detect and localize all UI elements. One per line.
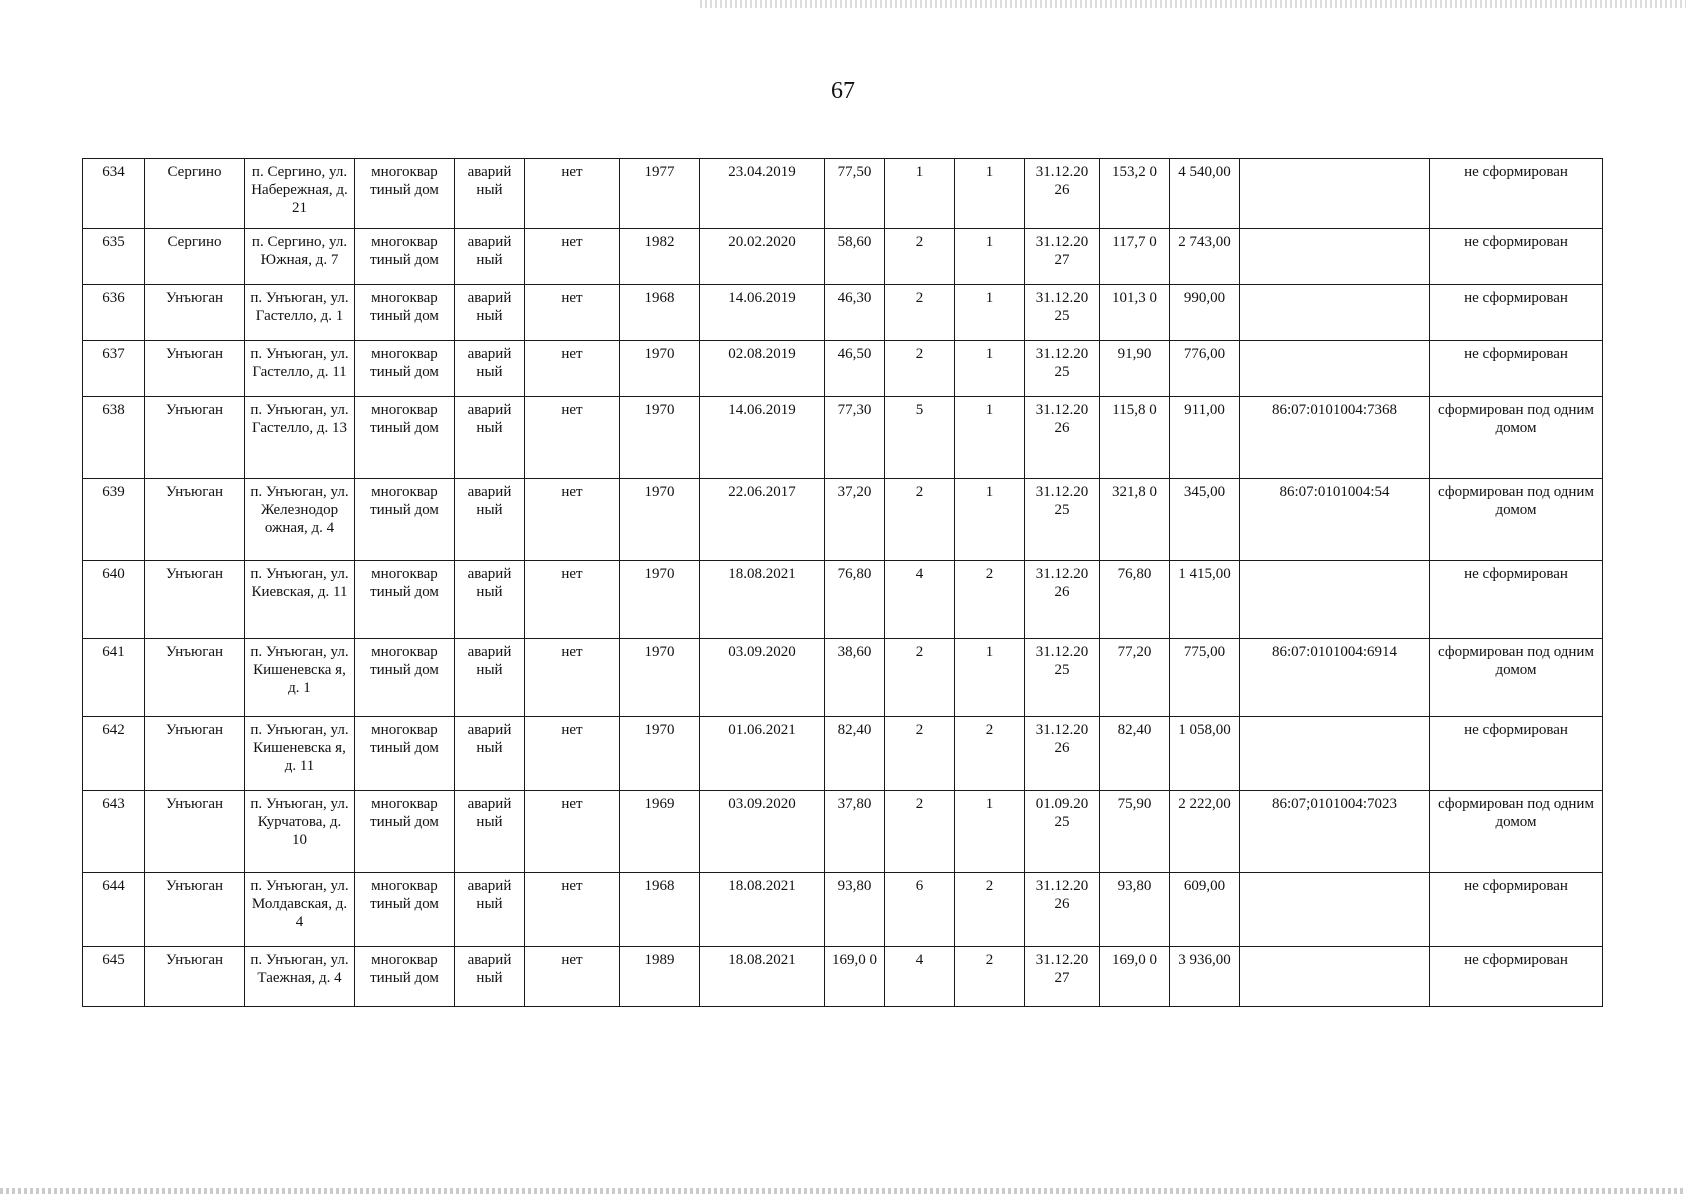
- cadastral-number-cell: [1240, 229, 1430, 285]
- flag-cell: нет: [525, 229, 620, 285]
- row-number-cell: 640: [83, 561, 145, 639]
- amount-cell: 990,00: [1170, 285, 1240, 341]
- row-number-cell: 635: [83, 229, 145, 285]
- cadastral-number-cell: 86:07:0101004:7368: [1240, 397, 1430, 479]
- settlement-cell: Унъюган: [145, 561, 245, 639]
- house-type-cell: многоквар тиный дом: [355, 717, 455, 791]
- count-a-cell: 5: [885, 397, 955, 479]
- house-type-cell: многоквар тиный дом: [355, 873, 455, 947]
- housing-registry-table: [82, 158, 1603, 1007]
- land-status-cell: не сформирован: [1430, 285, 1603, 341]
- settlement-cell: Унъюган: [145, 947, 245, 1007]
- table-row: [83, 717, 1603, 791]
- table-row: [83, 159, 1603, 229]
- area-cell: 58,60: [825, 229, 885, 285]
- count-b-cell: 2: [955, 873, 1025, 947]
- address-cell: п. Унъюган, ул. Гастелло, д. 11: [245, 341, 355, 397]
- flag-cell: нет: [525, 159, 620, 229]
- area-cell: 46,30: [825, 285, 885, 341]
- table-row: [83, 397, 1603, 479]
- count-a-cell: 2: [885, 639, 955, 717]
- count-b-cell: 1: [955, 229, 1025, 285]
- year-cell: 1989: [620, 947, 700, 1007]
- deadline-cell: 31.12.20 25: [1025, 479, 1100, 561]
- condition-cell: аварий ный: [455, 873, 525, 947]
- deadline-cell: 31.12.20 25: [1025, 285, 1100, 341]
- deadline-cell: 01.09.20 25: [1025, 791, 1100, 873]
- total-area-cell: 82,40: [1100, 717, 1170, 791]
- count-a-cell: 2: [885, 229, 955, 285]
- table-row: [83, 873, 1603, 947]
- table-row: [83, 285, 1603, 341]
- cadastral-number-cell: 86:07:0101004:54: [1240, 479, 1430, 561]
- year-cell: 1969: [620, 791, 700, 873]
- address-cell: п. Сергино, ул. Южная, д. 7: [245, 229, 355, 285]
- flag-cell: нет: [525, 341, 620, 397]
- land-status-cell: сформирован под одним домом: [1430, 479, 1603, 561]
- count-b-cell: 2: [955, 561, 1025, 639]
- deadline-cell: 31.12.20 26: [1025, 873, 1100, 947]
- decision-date-cell: 14.06.2019: [700, 397, 825, 479]
- deadline-cell: 31.12.20 25: [1025, 341, 1100, 397]
- house-type-cell: многоквар тиный дом: [355, 479, 455, 561]
- settlement-cell: Сергино: [145, 159, 245, 229]
- count-a-cell: 1: [885, 159, 955, 229]
- year-cell: 1977: [620, 159, 700, 229]
- cadastral-number-cell: [1240, 717, 1430, 791]
- deadline-cell: 31.12.20 26: [1025, 717, 1100, 791]
- address-cell: п. Унъюган, ул. Кишеневска я, д. 1: [245, 639, 355, 717]
- total-area-cell: 93,80: [1100, 873, 1170, 947]
- year-cell: 1970: [620, 717, 700, 791]
- settlement-cell: Унъюган: [145, 791, 245, 873]
- year-cell: 1968: [620, 873, 700, 947]
- table-row: [83, 561, 1603, 639]
- amount-cell: 911,00: [1170, 397, 1240, 479]
- count-a-cell: 2: [885, 285, 955, 341]
- cadastral-number-cell: [1240, 285, 1430, 341]
- area-cell: 76,80: [825, 561, 885, 639]
- house-type-cell: многоквар тиный дом: [355, 791, 455, 873]
- flag-cell: нет: [525, 947, 620, 1007]
- year-cell: 1970: [620, 341, 700, 397]
- table-row: [83, 479, 1603, 561]
- count-a-cell: 4: [885, 561, 955, 639]
- row-number-cell: 639: [83, 479, 145, 561]
- row-number-cell: 634: [83, 159, 145, 229]
- total-area-cell: 321,8 0: [1100, 479, 1170, 561]
- deadline-cell: 31.12.20 26: [1025, 397, 1100, 479]
- count-a-cell: 2: [885, 717, 955, 791]
- condition-cell: аварий ный: [455, 639, 525, 717]
- amount-cell: 775,00: [1170, 639, 1240, 717]
- decision-date-cell: 03.09.2020: [700, 639, 825, 717]
- year-cell: 1970: [620, 639, 700, 717]
- address-cell: п. Унъюган, ул. Железнодор ожная, д. 4: [245, 479, 355, 561]
- area-cell: 46,50: [825, 341, 885, 397]
- settlement-cell: Унъюган: [145, 397, 245, 479]
- condition-cell: аварий ный: [455, 285, 525, 341]
- condition-cell: аварий ный: [455, 717, 525, 791]
- house-type-cell: многоквар тиный дом: [355, 229, 455, 285]
- area-cell: 77,50: [825, 159, 885, 229]
- year-cell: 1970: [620, 561, 700, 639]
- total-area-cell: 117,7 0: [1100, 229, 1170, 285]
- cadastral-number-cell: [1240, 947, 1430, 1007]
- count-a-cell: 6: [885, 873, 955, 947]
- land-status-cell: не сформирован: [1430, 159, 1603, 229]
- flag-cell: нет: [525, 285, 620, 341]
- settlement-cell: Унъюган: [145, 639, 245, 717]
- condition-cell: аварий ный: [455, 229, 525, 285]
- table-row: [83, 229, 1603, 285]
- flag-cell: нет: [525, 791, 620, 873]
- decision-date-cell: 20.02.2020: [700, 229, 825, 285]
- address-cell: п. Унъюган, ул. Кишеневска я, д. 11: [245, 717, 355, 791]
- land-status-cell: не сформирован: [1430, 229, 1603, 285]
- amount-cell: 609,00: [1170, 873, 1240, 947]
- count-a-cell: 4: [885, 947, 955, 1007]
- total-area-cell: 115,8 0: [1100, 397, 1170, 479]
- total-area-cell: 91,90: [1100, 341, 1170, 397]
- row-number-cell: 636: [83, 285, 145, 341]
- amount-cell: 3 936,00: [1170, 947, 1240, 1007]
- cadastral-number-cell: [1240, 159, 1430, 229]
- row-number-cell: 642: [83, 717, 145, 791]
- land-status-cell: не сформирован: [1430, 341, 1603, 397]
- table-row: [83, 341, 1603, 397]
- area-cell: 37,20: [825, 479, 885, 561]
- decision-date-cell: 22.06.2017: [700, 479, 825, 561]
- year-cell: 1982: [620, 229, 700, 285]
- count-b-cell: 1: [955, 639, 1025, 717]
- amount-cell: 4 540,00: [1170, 159, 1240, 229]
- count-b-cell: 2: [955, 717, 1025, 791]
- deadline-cell: 31.12.20 25: [1025, 639, 1100, 717]
- address-cell: п. Унъюган, ул. Таежная, д. 4: [245, 947, 355, 1007]
- flag-cell: нет: [525, 397, 620, 479]
- area-cell: 77,30: [825, 397, 885, 479]
- condition-cell: аварий ный: [455, 479, 525, 561]
- land-status-cell: сформирован под одним домом: [1430, 791, 1603, 873]
- year-cell: 1970: [620, 479, 700, 561]
- house-type-cell: многоквар тиный дом: [355, 285, 455, 341]
- house-type-cell: многоквар тиный дом: [355, 341, 455, 397]
- table-row: [83, 791, 1603, 873]
- table-row: [83, 639, 1603, 717]
- decision-date-cell: 01.06.2021: [700, 717, 825, 791]
- condition-cell: аварий ный: [455, 561, 525, 639]
- row-number-cell: 644: [83, 873, 145, 947]
- area-cell: 37,80: [825, 791, 885, 873]
- house-type-cell: многоквар тиный дом: [355, 639, 455, 717]
- area-cell: 82,40: [825, 717, 885, 791]
- land-status-cell: не сформирован: [1430, 717, 1603, 791]
- cadastral-number-cell: 86:07:0101004:6914: [1240, 639, 1430, 717]
- deadline-cell: 31.12.20 26: [1025, 159, 1100, 229]
- decision-date-cell: 18.08.2021: [700, 561, 825, 639]
- flag-cell: нет: [525, 479, 620, 561]
- amount-cell: 2 743,00: [1170, 229, 1240, 285]
- count-b-cell: 1: [955, 159, 1025, 229]
- row-number-cell: 641: [83, 639, 145, 717]
- total-area-cell: 77,20: [1100, 639, 1170, 717]
- count-b-cell: 1: [955, 479, 1025, 561]
- table-row: [83, 947, 1603, 1007]
- amount-cell: 776,00: [1170, 341, 1240, 397]
- condition-cell: аварий ный: [455, 791, 525, 873]
- address-cell: п. Сергино, ул. Набережная, д. 21: [245, 159, 355, 229]
- row-number-cell: 637: [83, 341, 145, 397]
- flag-cell: нет: [525, 639, 620, 717]
- row-number-cell: 643: [83, 791, 145, 873]
- cadastral-number-cell: [1240, 341, 1430, 397]
- house-type-cell: многоквар тиный дом: [355, 947, 455, 1007]
- house-type-cell: многоквар тиный дом: [355, 561, 455, 639]
- house-type-cell: многоквар тиный дом: [355, 159, 455, 229]
- count-b-cell: 1: [955, 285, 1025, 341]
- scan-edge-bottom: [0, 1188, 1686, 1194]
- land-status-cell: сформирован под одним домом: [1430, 639, 1603, 717]
- address-cell: п. Унъюган, ул. Гастелло, д. 1: [245, 285, 355, 341]
- area-cell: 169,0 0: [825, 947, 885, 1007]
- total-area-cell: 101,3 0: [1100, 285, 1170, 341]
- settlement-cell: Сергино: [145, 229, 245, 285]
- total-area-cell: 153,2 0: [1100, 159, 1170, 229]
- amount-cell: 1 058,00: [1170, 717, 1240, 791]
- total-area-cell: 76,80: [1100, 561, 1170, 639]
- settlement-cell: Унъюган: [145, 717, 245, 791]
- row-number-cell: 638: [83, 397, 145, 479]
- area-cell: 93,80: [825, 873, 885, 947]
- deadline-cell: 31.12.20 27: [1025, 229, 1100, 285]
- deadline-cell: 31.12.20 27: [1025, 947, 1100, 1007]
- condition-cell: аварий ный: [455, 341, 525, 397]
- settlement-cell: Унъюган: [145, 479, 245, 561]
- cadastral-number-cell: [1240, 561, 1430, 639]
- decision-date-cell: 18.08.2021: [700, 873, 825, 947]
- count-a-cell: 2: [885, 479, 955, 561]
- land-status-cell: не сформирован: [1430, 561, 1603, 639]
- condition-cell: аварий ный: [455, 397, 525, 479]
- decision-date-cell: 23.04.2019: [700, 159, 825, 229]
- count-b-cell: 2: [955, 947, 1025, 1007]
- row-number-cell: 645: [83, 947, 145, 1007]
- address-cell: п. Унъюган, ул. Киевская, д. 11: [245, 561, 355, 639]
- settlement-cell: Унъюган: [145, 341, 245, 397]
- land-status-cell: сформирован под одним домом: [1430, 397, 1603, 479]
- house-type-cell: многоквар тиный дом: [355, 397, 455, 479]
- flag-cell: нет: [525, 873, 620, 947]
- year-cell: 1968: [620, 285, 700, 341]
- count-b-cell: 1: [955, 791, 1025, 873]
- land-status-cell: не сформирован: [1430, 947, 1603, 1007]
- flag-cell: нет: [525, 717, 620, 791]
- condition-cell: аварий ный: [455, 947, 525, 1007]
- amount-cell: 1 415,00: [1170, 561, 1240, 639]
- address-cell: п. Унъюган, ул. Курчатова, д. 10: [245, 791, 355, 873]
- decision-date-cell: 03.09.2020: [700, 791, 825, 873]
- cadastral-number-cell: [1240, 873, 1430, 947]
- decision-date-cell: 02.08.2019: [700, 341, 825, 397]
- decision-date-cell: 14.06.2019: [700, 285, 825, 341]
- land-status-cell: не сформирован: [1430, 873, 1603, 947]
- count-b-cell: 1: [955, 397, 1025, 479]
- address-cell: п. Унъюган, ул. Гастелло, д. 13: [245, 397, 355, 479]
- deadline-cell: 31.12.20 26: [1025, 561, 1100, 639]
- count-b-cell: 1: [955, 341, 1025, 397]
- total-area-cell: 75,90: [1100, 791, 1170, 873]
- condition-cell: аварий ный: [455, 159, 525, 229]
- total-area-cell: 169,0 0: [1100, 947, 1170, 1007]
- amount-cell: 2 222,00: [1170, 791, 1240, 873]
- count-a-cell: 2: [885, 791, 955, 873]
- amount-cell: 345,00: [1170, 479, 1240, 561]
- address-cell: п. Унъюган, ул. Молдавская, д. 4: [245, 873, 355, 947]
- scan-edge-top: [700, 0, 1686, 8]
- page-number: 67: [831, 78, 855, 104]
- year-cell: 1970: [620, 397, 700, 479]
- flag-cell: нет: [525, 561, 620, 639]
- settlement-cell: Унъюган: [145, 873, 245, 947]
- cadastral-number-cell: 86:07;0101004:7023: [1240, 791, 1430, 873]
- count-a-cell: 2: [885, 341, 955, 397]
- area-cell: 38,60: [825, 639, 885, 717]
- settlement-cell: Унъюган: [145, 285, 245, 341]
- decision-date-cell: 18.08.2021: [700, 947, 825, 1007]
